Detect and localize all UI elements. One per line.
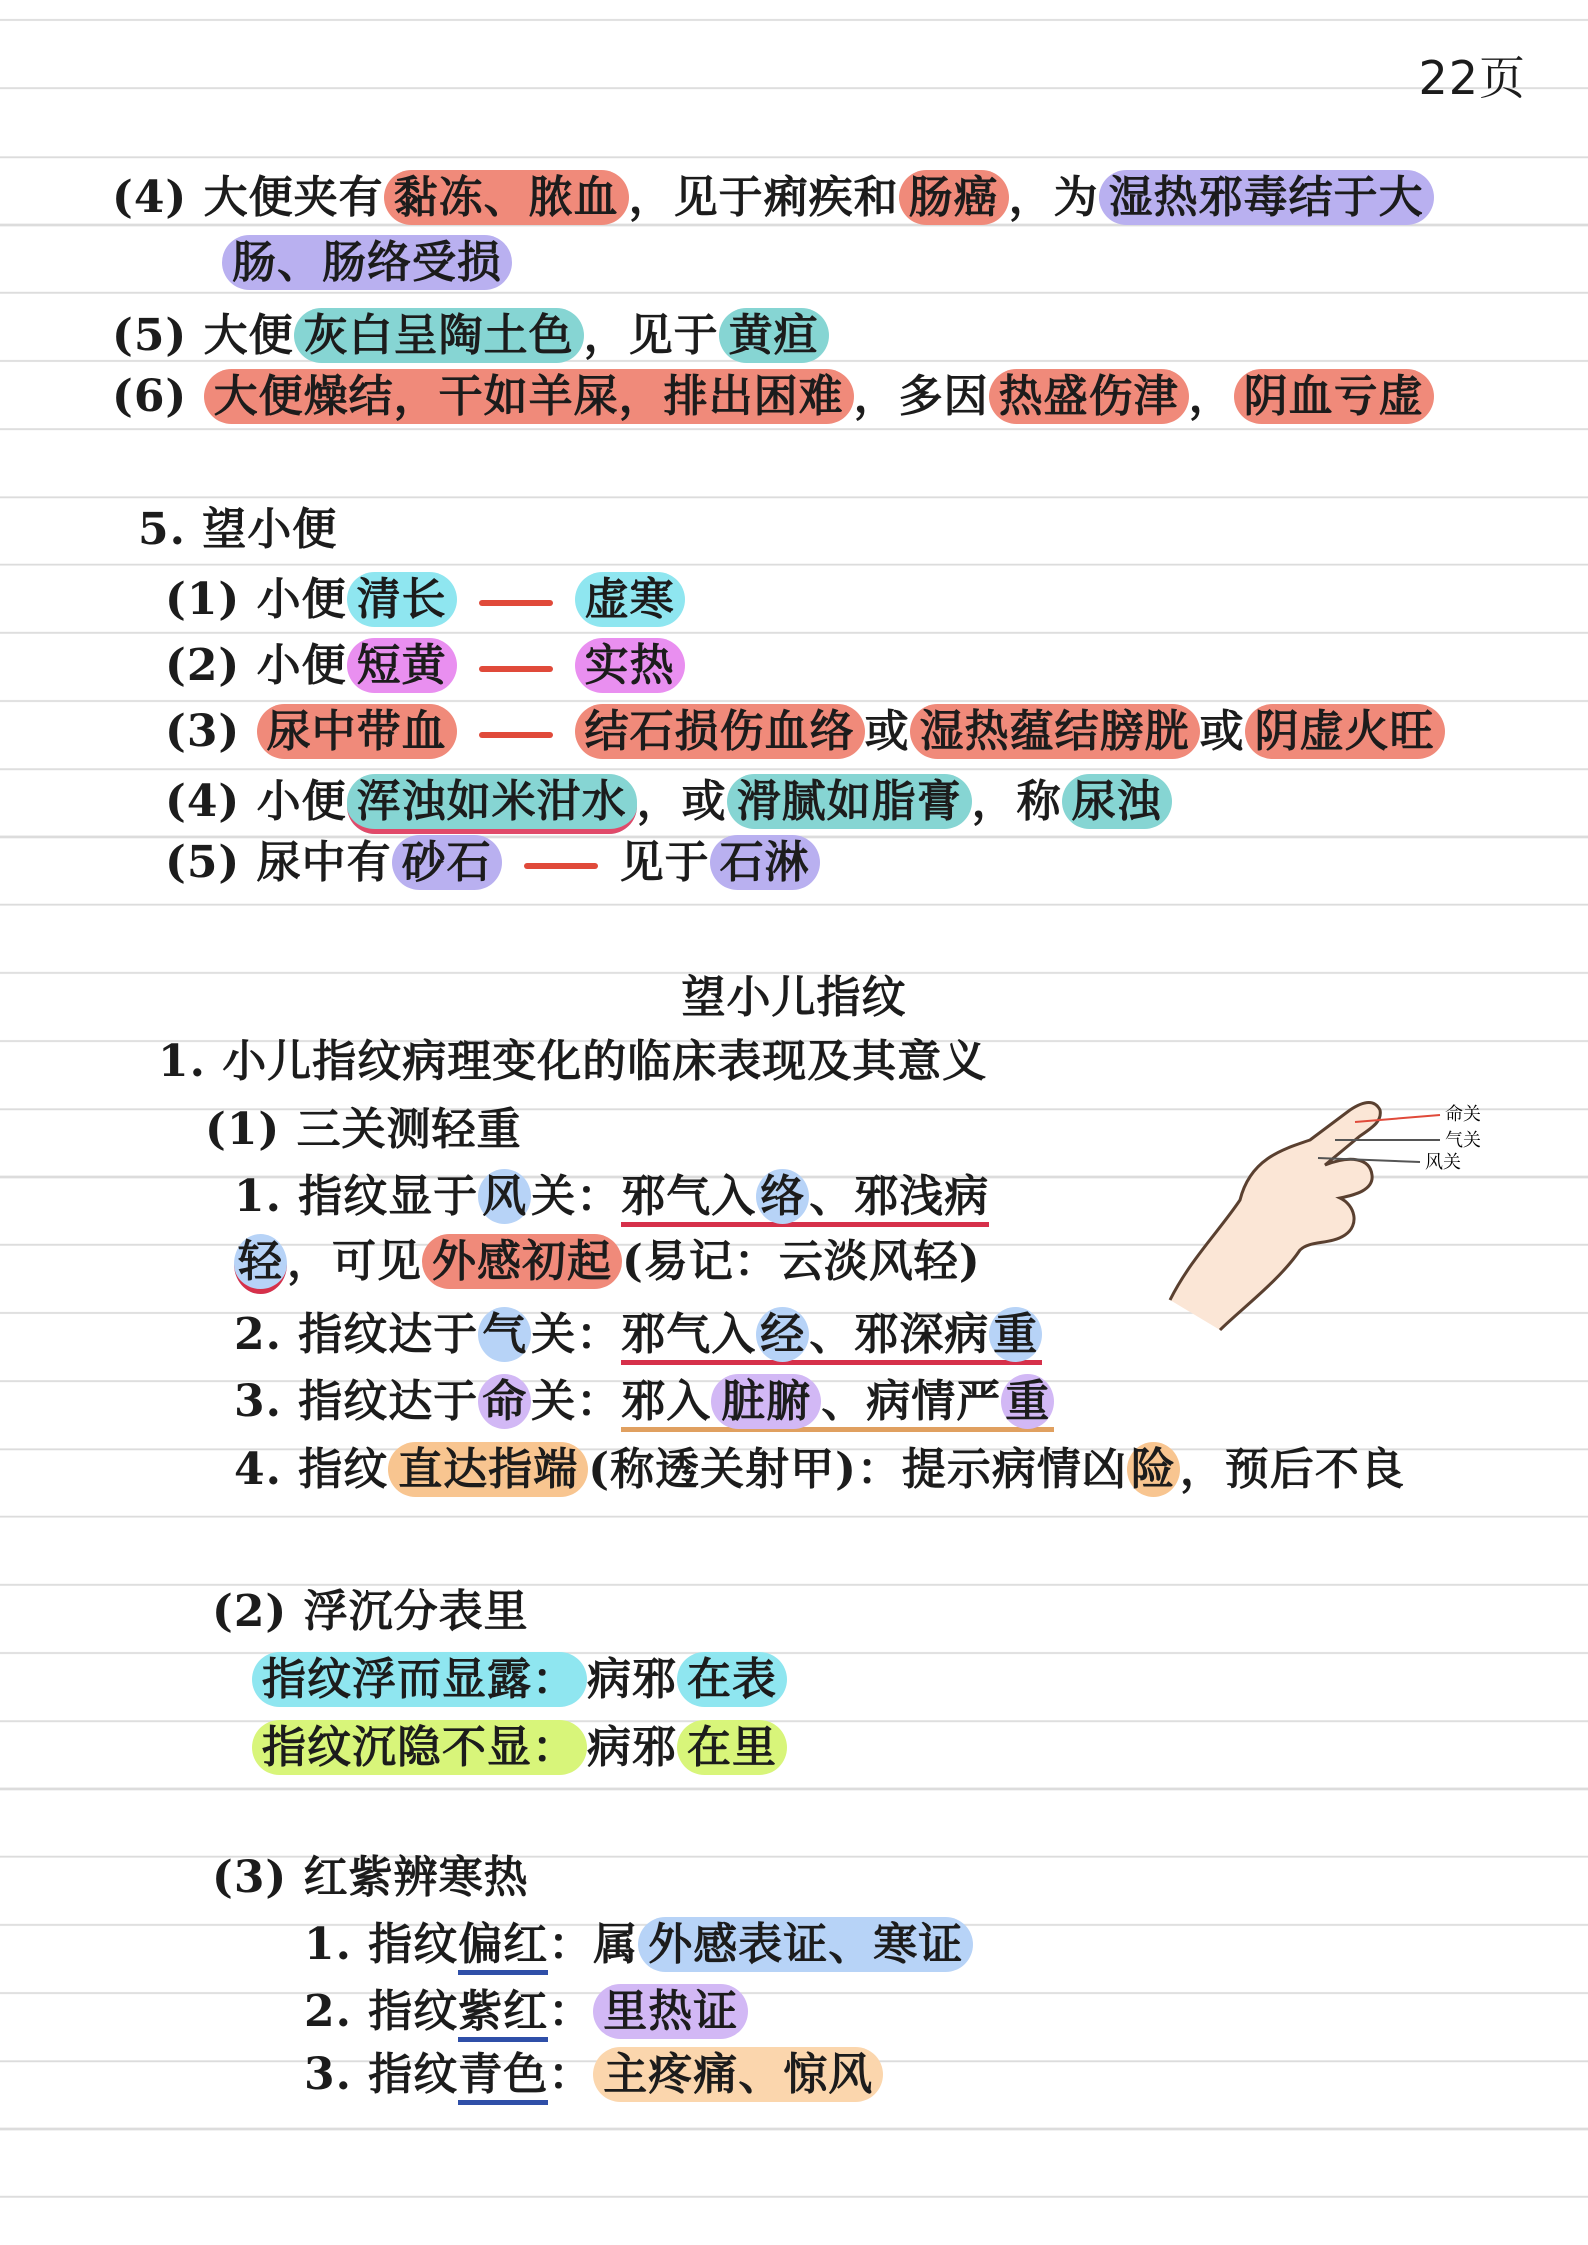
highlight: 主疼痛、惊风 [593, 2047, 883, 2102]
text: 关： [531, 1171, 622, 1222]
finger-line-2 [234, 1305, 1042, 1365]
highlight: 滑腻如脂膏 [727, 774, 972, 829]
text: 1. 指纹显于 [234, 1171, 479, 1222]
highlight: 指纹浮而显露： [252, 1652, 587, 1707]
highlight: 黄疸 [719, 308, 829, 363]
finger-line-1 [234, 1167, 989, 1227]
urine-item-3 [165, 702, 1445, 762]
highlight: 热盛伤津 [989, 369, 1189, 424]
text: 、邪深病 [809, 1309, 990, 1360]
text: ，预后不良 [1179, 1444, 1405, 1495]
text: (5) 尿中有 [165, 837, 392, 888]
hand-illustration [1150, 1040, 1480, 1340]
text: 属 [593, 1919, 639, 1970]
dot-highlight: 气 [478, 1307, 531, 1362]
highlight: 湿热邪毒结于大 [1099, 170, 1434, 225]
text: 2. 指纹达于 [234, 1309, 479, 1360]
dot-highlight: 轻 [234, 1234, 287, 1294]
dash [479, 732, 553, 738]
float-line-1 [252, 1650, 787, 1710]
text: (1) 小便 [165, 574, 347, 625]
color-line-1 [304, 1915, 973, 1975]
finger-line-1b [234, 1232, 981, 1292]
text: (4) 大便夹有 [112, 172, 384, 223]
color-line-3 [304, 2045, 883, 2105]
highlight: 在里 [677, 1720, 787, 1775]
dot-highlight: 险 [1127, 1442, 1180, 1497]
finger-sub-3: (3) 红紫辨寒热 [212, 1852, 529, 1903]
finger-title: 望小儿指纹 [681, 972, 907, 1023]
text: 见于 [619, 837, 710, 888]
finger-sub-2: (2) 浮沉分表里 [212, 1586, 529, 1637]
highlight: 湿热蕴结膀胱 [910, 704, 1200, 759]
highlight: 砂石 [392, 835, 502, 890]
text: 病邪 [587, 1722, 677, 1773]
highlight: 尿中带血 [257, 704, 457, 759]
highlight: 外感表证、寒证 [638, 1917, 973, 1972]
text: 3. 指纹 [304, 2049, 459, 2100]
urine-item-1 [165, 570, 685, 630]
dot-highlight: 经 [756, 1307, 809, 1362]
dot-highlight: 重 [1001, 1374, 1054, 1429]
highlight: 指纹沉隐不显： [252, 1720, 587, 1775]
text: ，见于 [583, 310, 719, 361]
text: ，可见 [287, 1236, 422, 1287]
text: ，多因 [853, 371, 989, 422]
text: 关： [531, 1309, 622, 1360]
underlined: 偏红 [458, 1919, 548, 1975]
highlight: 阴血亏虚 [1234, 369, 1434, 424]
text: (5) 大便 [112, 310, 294, 361]
text: ，或 [636, 776, 727, 827]
highlight: 大便燥结，干如羊屎，排出困难 [204, 369, 854, 424]
text: 、病情严 [821, 1376, 1002, 1427]
dash [524, 863, 598, 869]
finger-line-4 [234, 1440, 1405, 1500]
label-fengguan: 风关 [1425, 1152, 1461, 1173]
text: 邪气入 [621, 1309, 757, 1360]
urine-item-4 [165, 772, 1172, 832]
finger-diagram [1150, 1040, 1480, 1340]
urine-item-5 [165, 833, 820, 893]
highlight: 里热证 [593, 1984, 748, 2039]
text: (6) [112, 371, 204, 422]
highlight: 脏腑 [711, 1374, 821, 1429]
highlight: 肠癌 [899, 170, 1009, 225]
text: ，见于 [628, 172, 764, 223]
finger-heading: 1. 小儿指纹病理变化的临床表现及其意义 [158, 1036, 988, 1087]
highlight: 在表 [677, 1652, 787, 1707]
stool-item-4-cont [222, 233, 512, 293]
dot-highlight: 命 [478, 1374, 531, 1429]
dash [479, 666, 553, 672]
text: 痢疾和 [763, 172, 899, 223]
urine-item-2 [165, 636, 685, 696]
hand-shape [1170, 1103, 1380, 1331]
highlight: 石淋 [710, 835, 820, 890]
text: 关： [531, 1376, 622, 1427]
highlight: 直达指端 [388, 1442, 588, 1497]
page-number: 22页 [1418, 51, 1526, 105]
text: 、邪浅病 [809, 1171, 990, 1222]
underlined [621, 1309, 1042, 1365]
text: 或 [864, 706, 910, 757]
text: (4) 小便 [165, 776, 347, 827]
stool-item-6 [112, 367, 1434, 427]
stool-item-4 [112, 168, 1434, 228]
text: 1. 指纹 [304, 1919, 459, 1970]
dot-highlight: 络 [756, 1169, 809, 1224]
highlight: 虚寒 [575, 572, 685, 627]
highlight: 黏冻、脓血 [384, 170, 629, 225]
text: 邪入 [621, 1376, 712, 1427]
highlight: 灰白呈陶土色 [294, 308, 584, 363]
text: ： [548, 2049, 594, 2100]
highlight: 尿浊 [1062, 774, 1172, 829]
text: ： [548, 1986, 594, 2037]
highlight: 结石损伤血络 [575, 704, 865, 759]
float-line-2 [252, 1718, 787, 1778]
dash [479, 600, 553, 606]
text: ，称 [971, 776, 1062, 827]
underlined [621, 1376, 1054, 1432]
text: ， [1188, 371, 1234, 422]
stool-item-5 [112, 306, 829, 366]
color-line-2 [304, 1982, 748, 2042]
underlined: 紫红 [458, 1986, 548, 2042]
highlight: 浑浊如米泔水 [347, 774, 637, 834]
urine-title: 5. 望小便 [138, 504, 338, 555]
text: 或 [1199, 706, 1245, 757]
text: (易记：云淡风轻) [622, 1236, 981, 1287]
text: 病邪 [587, 1654, 677, 1705]
text: 3. 指纹达于 [234, 1376, 479, 1427]
text: (称透关射甲)：提示病情凶 [588, 1444, 1127, 1495]
underlined [621, 1171, 989, 1227]
text: 2. 指纹 [304, 1986, 459, 2037]
highlight: 短黄 [347, 638, 457, 693]
text: 4. 指纹 [234, 1444, 389, 1495]
text: (3) [165, 706, 257, 757]
text: (2) 小便 [165, 640, 347, 691]
highlight: 外感初起 [422, 1234, 622, 1289]
dot-highlight: 风 [478, 1169, 531, 1224]
label-mingguan: 命关 [1445, 1104, 1480, 1125]
underlined: 青色 [458, 2049, 548, 2105]
finger-sub-1: (1) 三关测轻重 [205, 1104, 522, 1155]
text: 邪气入 [621, 1171, 757, 1222]
label-qiguan: 气关 [1445, 1130, 1480, 1151]
dot-highlight: 重 [989, 1307, 1042, 1362]
finger-line-3 [234, 1372, 1054, 1432]
highlight: 清长 [347, 572, 457, 627]
text: ： [548, 1919, 594, 1970]
highlight: 实热 [575, 638, 685, 693]
highlight: 肠、肠络受损 [222, 235, 512, 290]
text: ，为 [1008, 172, 1099, 223]
highlight: 阴虚火旺 [1245, 704, 1445, 759]
